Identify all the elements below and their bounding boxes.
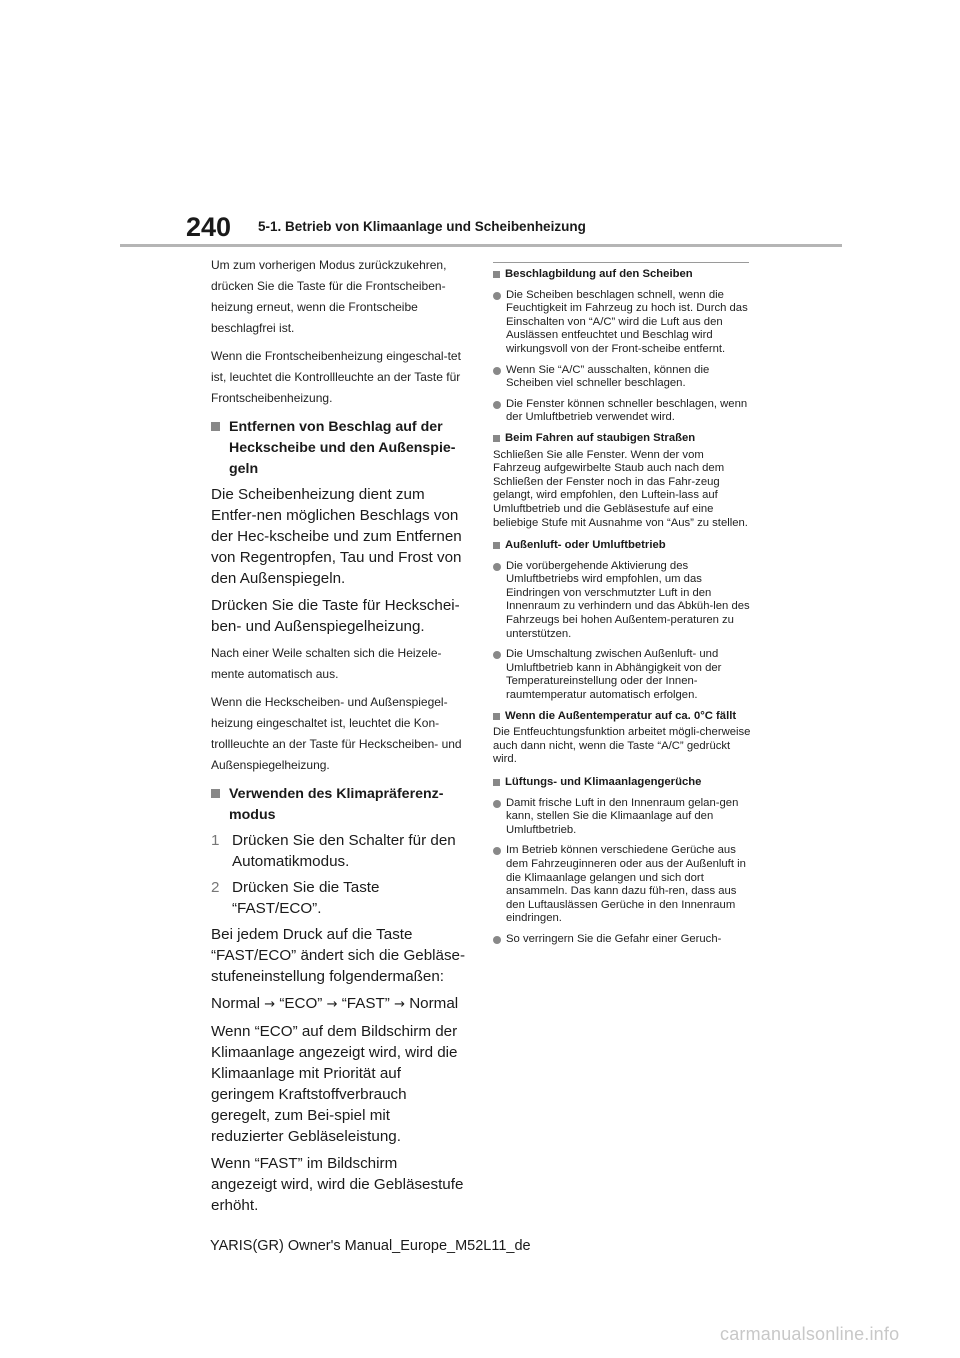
heading-dusty-roads bbox=[493, 432, 753, 446]
round-bullet-icon bbox=[493, 401, 501, 409]
paragraph-dusty-roads: Schließen Sie alle Fenster. Wenn der vom Fahrzeug aufgewirbelte Staub auch nach dem Schließen der Fenster noch in das Fahr-zeug gelangt, wird empfohlen, den Luftein-lass auf Umluftbetrieb und die Gebläsestufe auf eine beliebige Stufe mit Ausnahme von “Aus” zu stellen. bbox=[493, 448, 748, 529]
step-1 bbox=[211, 830, 466, 872]
round-bullet-icon bbox=[493, 367, 501, 375]
paragraph-indicator-rear: Wenn die Heckscheiben- und Außenspiegel-heizung eingeschaltet ist, leuchtet die Kon-trollleuchte an der Taste für Heckscheiben- und Außenspiegelheizung. bbox=[211, 695, 462, 772]
step-text: Drücken Sie den Schalter für den Automatikmodus. bbox=[232, 832, 456, 870]
list-item bbox=[493, 398, 753, 425]
round-bullet-icon bbox=[493, 292, 501, 300]
square-bullet-icon bbox=[493, 713, 500, 720]
paragraph-eco: Wenn “ECO” auf dem Bildschirm der Klimaanlage angezeigt wird, wird die Klimaanlage mit Priorität auf geringem Kraftstoffverbrauch geregelt, zum Bei-spiel mit reduzierter Gebläseleistung. bbox=[211, 1023, 458, 1145]
heading-odors bbox=[493, 776, 753, 790]
paragraph-press-button: Drücken Sie die Taste für Heckschei-ben- und Außenspiegelheizung. bbox=[211, 597, 460, 635]
heading-preference-mode bbox=[211, 784, 466, 826]
list-item bbox=[493, 560, 753, 642]
paragraph-auto-off: Nach einer Weile schalten sich die Heizele-mente automatisch aus. bbox=[211, 646, 442, 681]
heading-text: Verwenden des Klimapräferenz-modus bbox=[229, 786, 444, 823]
heading-text: Außenluft- oder Umluftbetrieb bbox=[505, 539, 666, 552]
sequence-item: “FAST” bbox=[341, 995, 390, 1012]
header-divider bbox=[120, 244, 842, 247]
list-item bbox=[493, 797, 753, 838]
round-bullet-icon bbox=[493, 651, 501, 659]
square-bullet-icon bbox=[493, 779, 500, 786]
paragraph-fast: Wenn “FAST” im Bildschirm angezeigt wird, wird die Gebläsestufe erhöht. bbox=[211, 1155, 464, 1214]
list-item-text: Im Betrieb können verschiedene Gerüche aus dem Fahrzeuginneren oder aus der Außenluft in die Klimaanlage gelangen und sich dort ansammeln. Das kann dazu füh-ren, dass aus den Luftauslässen Gerüche in den Innenraum eindringen. bbox=[506, 844, 746, 925]
step-text: Drücken Sie die Taste “FAST/ECO”. bbox=[232, 879, 380, 917]
sequence-item: “ECO” bbox=[279, 995, 323, 1012]
heading-rear-defogger bbox=[211, 417, 466, 480]
left-column bbox=[211, 255, 466, 1222]
square-bullet-icon bbox=[211, 422, 220, 431]
right-column-divider bbox=[493, 262, 749, 263]
paragraph-indicator-front: Wenn die Frontscheibenheizung eingeschal-tet ist, leuchtet die Kontrollleuchte an der Taste für Frontscheibenheizung. bbox=[211, 349, 461, 405]
square-bullet-icon bbox=[493, 271, 500, 278]
square-bullet-icon bbox=[211, 789, 220, 798]
square-bullet-icon bbox=[493, 542, 500, 549]
list-item-text: So verringern Sie die Gefahr einer Geruch- bbox=[506, 932, 722, 945]
list-item-text: Wenn Sie “A/C” ausschalten, können die Scheiben viel schneller beschlagen. bbox=[506, 363, 710, 390]
section-title: 5-1. Betrieb von Klimaanlage und Scheibenheizung bbox=[258, 219, 586, 234]
heading-text: Beschlagbildung auf den Scheiben bbox=[505, 268, 693, 280]
square-bullet-icon bbox=[493, 435, 500, 442]
page-header bbox=[0, 0, 960, 250]
paragraph-fast-eco: Bei jedem Druck auf die Taste “FAST/ECO” ändert sich die Gebläse-stufeneinstellung folgendermaßen: bbox=[211, 926, 466, 985]
heading-air-mode bbox=[493, 539, 753, 553]
watermark: carmanualsonline.info bbox=[720, 1324, 900, 1344]
fan-sequence bbox=[211, 993, 466, 1015]
arrow-right-icon: → bbox=[394, 997, 405, 1012]
heading-text: Beim Fahren auf staubigen Straßen bbox=[505, 431, 696, 444]
list-item bbox=[493, 648, 753, 702]
page-number: 240 bbox=[186, 212, 232, 242]
list-item-text: Die Fenster können schneller beschlagen, wenn der Umluftbetrieb verwendet wird. bbox=[506, 397, 748, 424]
manual-footer: YARIS(GR) Owner's Manual_Europe_M52L11_de bbox=[210, 1238, 531, 1254]
list-item-text: Die Umschaltung zwischen Außenluft- und Umluftbetrieb kann in Abhängigkeit von der Temperatureinstellung oder der Innen-raumtemperatur automatisch erfolgen. bbox=[506, 648, 722, 702]
list-item-text: Die vorübergehende Aktivierung des Umluftbetriebs wird empfohlen, um das Eindringen von verschmutzter Luft in den Innenraum zu verhindern und das Abküh-len des Fahrzeugs bei hohen Außentem-peraturen zu unterstützen. bbox=[506, 559, 750, 640]
round-bullet-icon bbox=[493, 936, 501, 944]
round-bullet-icon bbox=[493, 847, 501, 855]
round-bullet-icon bbox=[493, 800, 501, 808]
list-item bbox=[493, 933, 753, 947]
sequence-item: Normal bbox=[409, 995, 459, 1012]
step-2 bbox=[211, 877, 466, 919]
sequence-item: Normal bbox=[211, 995, 260, 1012]
list-item bbox=[493, 844, 753, 926]
right-column bbox=[493, 262, 753, 954]
arrow-right-icon: → bbox=[326, 997, 338, 1012]
step-number: 1 bbox=[211, 832, 220, 849]
list-item bbox=[493, 289, 753, 357]
paragraph-low-temp: Die Entfeuchtungsfunktion arbeitet mögli-cherweise auch dann nicht, wenn die Taste “A/C” gedrückt wird. bbox=[493, 726, 751, 766]
step-number: 2 bbox=[211, 879, 220, 896]
heading-text: Lüftungs- und Klimaanlagengerüche bbox=[505, 776, 702, 788]
heading-text: Entfernen von Beschlag auf der Heckscheibe und den Außenspie-geln bbox=[229, 419, 456, 477]
heading-low-temp bbox=[493, 710, 753, 724]
round-bullet-icon bbox=[493, 563, 501, 571]
paragraph-defogger-purpose: Die Scheibenheizung dient zum Entfer-nen möglichen Beschlags von der Hec-kscheibe und zum Entfernen von Regentropfen, Tau und Frost von den Außenspiegeln. bbox=[211, 486, 462, 587]
list-item-text: Die Scheiben beschlagen schnell, wenn die Feuchtigkeit im Fahrzeug zu hoch ist. Durch das Einschalten von “A/C” wird die Luft aus den Auslässen entfeuchtet und Beschlag wird wirkungsvoll von der Front-scheibe entfernt. bbox=[506, 288, 748, 355]
arrow-right-icon: → bbox=[264, 997, 276, 1012]
list-item-text: Damit frische Luft in den Innenraum gelan-gen kann, stellen Sie die Klimaanlage auf den Umluftbetrieb. bbox=[506, 796, 739, 836]
heading-text: Wenn die Außentemperatur auf ca. 0°C fällt bbox=[505, 709, 737, 722]
list-item bbox=[493, 364, 753, 391]
paragraph-return-mode: Um zum vorherigen Modus zurückzukehren, drücken Sie die Taste für die Frontscheiben-heizung erneut, wenn die Frontscheibe beschlagfrei ist. bbox=[211, 258, 447, 335]
heading-fogging bbox=[493, 268, 753, 282]
